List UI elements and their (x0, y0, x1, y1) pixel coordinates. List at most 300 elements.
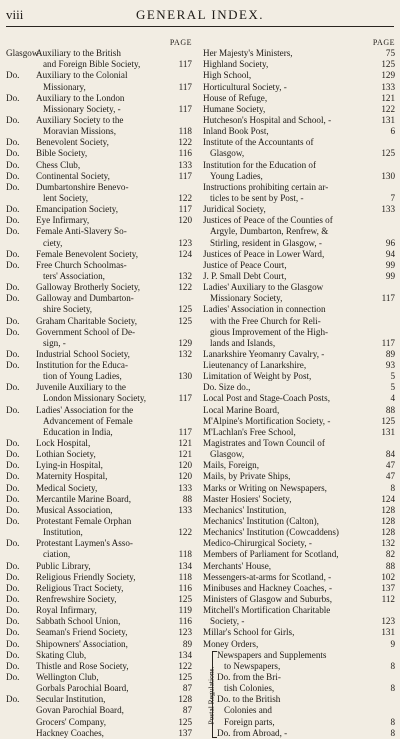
entry-title (36, 349, 170, 360)
entry-page-number: 8 (390, 727, 395, 738)
entry-page-number: 117 (178, 81, 192, 92)
entry-title-line: and Foreign Bible Society, (43, 59, 141, 70)
index-entry (203, 115, 395, 126)
entry-title-line: Newspapers and Supplements (217, 649, 327, 660)
index-entry (203, 416, 395, 427)
entry-title-line: Foreign parts, (224, 716, 275, 727)
entry-title-line: Minibuses and Hackney Coaches, - (203, 582, 332, 593)
entry-title (203, 627, 373, 638)
index-entry (6, 438, 192, 449)
index-entry (203, 382, 395, 393)
entry-title (217, 728, 373, 739)
entry-title-line: Chess Club, (36, 159, 81, 170)
entry-title (203, 48, 373, 59)
entry-title (36, 516, 170, 538)
index-entry (203, 93, 395, 104)
entry-page-number: 9 (390, 638, 395, 649)
entry-page-number: 89 (385, 348, 395, 359)
index-entry (6, 204, 192, 215)
entry-prefix: Do. (6, 672, 20, 682)
entry-title-line: Instructions prohibiting certain ar- (203, 181, 329, 192)
entry-title-line: Money Orders, (203, 638, 259, 649)
entry-prefix: Do. (6, 560, 20, 571)
entry-prefix: Do. (6, 404, 20, 415)
page-header (6, 6, 394, 27)
entry-title-line: Ministers of Glasgow and Suburbs, (203, 594, 333, 605)
entry-page-number: 123 (178, 627, 192, 638)
index-entry (203, 549, 395, 560)
index-entry (6, 650, 192, 661)
entry-prefix: Do. (6, 137, 20, 148)
index-entry (203, 438, 395, 460)
entry-prefix: Do. (6, 204, 20, 215)
entry-title-line: Mails, Foreign, (203, 460, 260, 471)
index-entry (203, 561, 395, 572)
entry-title-line: Humane Society, (203, 103, 266, 114)
index-entry (6, 460, 192, 471)
entry-title-line: Master Hosiers' Society, (203, 493, 292, 504)
index-entry (6, 327, 192, 349)
entry-title (203, 371, 373, 382)
index-entry (6, 148, 192, 159)
entry-page-number: 125 (381, 59, 395, 70)
entry-title-line: Skating Club, (36, 649, 87, 660)
entry-prefix: Glasgow (6, 48, 39, 59)
index-entry (6, 583, 192, 594)
entry-title-line: Society, - (210, 616, 245, 627)
index-entry (6, 226, 192, 248)
postal-regulations-group (203, 650, 395, 739)
entry-title (36, 293, 170, 315)
entry-prefix: Do. (6, 504, 20, 515)
index-entry (6, 728, 192, 739)
entry-title-line: Justices of Peace of the Counties of (203, 215, 333, 226)
entry-title-line: Institution for the Education of (203, 159, 317, 170)
right-page-heading: PAGE (372, 38, 395, 47)
entry-prefix: Do. (6, 226, 20, 237)
entry-prefix: Do. (6, 326, 20, 337)
entry-title-line: Institute of the Accountants of (203, 137, 314, 148)
entry-page-number: 4 (390, 393, 395, 404)
entry-prefix: Do. (6, 259, 20, 270)
entry-prefix: Do. (6, 360, 20, 371)
entry-title-line: Thistle and Rose Society, (36, 660, 129, 671)
entry-prefix: Do. (6, 627, 20, 638)
entry-prefix: Do. (6, 282, 20, 293)
index-entry (203, 48, 395, 59)
entry-title (36, 583, 170, 594)
entry-title-line: Institution for the Educa- (36, 360, 128, 371)
entry-title (203, 126, 373, 137)
postal-regulations-label: Postal Regulations. (206, 666, 216, 725)
page-title: GENERAL INDEX. (135, 7, 265, 22)
entry-page-number: 8 (390, 716, 395, 727)
entry-title-line: Mitchell's Mortification Charitable (203, 605, 331, 616)
entry-page-number: 128 (381, 527, 395, 538)
index-entry (203, 282, 395, 304)
entry-title-line: Merchants' House, (203, 560, 272, 571)
entry-title (36, 594, 170, 605)
entry-page-number: 132 (381, 538, 395, 549)
entry-prefix (6, 717, 36, 728)
entry-page-number: 122 (178, 192, 192, 203)
index-entry (203, 460, 395, 471)
entry-prefix: Do. (6, 516, 20, 527)
entry-title (36, 694, 170, 705)
entry-title-line: Musical Association, (36, 504, 113, 515)
entry-title-line: M'Lachlan's Free School, (203, 426, 296, 437)
index-entry (6, 661, 192, 672)
postal-regulations-brace (203, 650, 217, 739)
entry-title-line: Medical Society, (36, 482, 98, 493)
entry-page-number: 121 (178, 449, 192, 460)
entry-title-line: Missionary Society, - (43, 103, 121, 114)
index-entry (203, 215, 395, 248)
entry-title-line: Graham Charitable Society, (36, 315, 138, 326)
entry-prefix: Do. (6, 460, 20, 471)
entry-page-number: 129 (381, 70, 395, 81)
entry-title-line: Auxiliary to the Colonial (36, 70, 128, 81)
index-entry (6, 694, 192, 705)
entry-title-line: Religious Friendly Society, (36, 571, 136, 582)
index-entry (6, 572, 192, 583)
entry-page-number: 84 (385, 449, 395, 460)
index-entry (6, 249, 192, 260)
entry-page-number: 123 (178, 237, 192, 248)
entry-title-line: Protestant Laymen's Asso- (36, 538, 133, 549)
entry-title-line: Lothian Society, (36, 449, 96, 460)
entry-page-number: 132 (178, 270, 192, 281)
entry-title-line: lands and Islands, (210, 337, 276, 348)
entry-title (36, 182, 170, 204)
entry-prefix: Do. (6, 449, 20, 460)
entry-prefix (6, 705, 36, 716)
entry-page-number: 122 (178, 660, 192, 671)
entry-page-number: 5 (390, 371, 395, 382)
entry-title-line: Lock Hospital, (36, 438, 91, 449)
entry-title-line: Hutcheson's Hospital and School, - (203, 114, 332, 125)
index-entry (6, 293, 192, 315)
entry-title (36, 449, 170, 460)
entry-title-line: Local Post and Stage-Coach Posts, (203, 393, 330, 404)
entry-page-number: 118 (178, 549, 192, 560)
entry-title-line: Do. Size do., (203, 382, 251, 393)
index-entry (6, 705, 192, 716)
entry-title (203, 215, 373, 248)
entry-prefix: Do. (6, 493, 20, 504)
entry-page-number: 137 (381, 582, 395, 593)
entry-title-line: Bible Society, (36, 148, 88, 159)
entry-prefix: Do. (6, 482, 20, 493)
entry-title-line: Ladies' Auxiliary to the Glasgow (203, 282, 324, 293)
entry-title (36, 215, 170, 226)
entry-page-number: 102 (381, 571, 395, 582)
entry-page-number: 117 (178, 426, 192, 437)
entry-page-number: 117 (381, 293, 395, 304)
entry-title (36, 483, 170, 494)
entry-prefix: Do. (6, 438, 20, 449)
index-entry (203, 605, 395, 627)
entry-page-number: 137 (178, 727, 192, 738)
entry-title-line: Religious Tract Society, (36, 582, 124, 593)
entry-title-line: High School, (203, 70, 252, 81)
entry-title (203, 93, 373, 104)
entry-page-number: 117 (178, 59, 192, 70)
entry-title-line: ticles to be sent by Post, - (210, 192, 304, 203)
entry-prefix: Do. (6, 616, 20, 627)
entry-title (36, 115, 170, 137)
entry-title-line: Missionary, (43, 81, 86, 92)
entry-title-line: Lieutenancy of Lanarkshire, (203, 360, 307, 371)
entry-page-number: 122 (381, 103, 395, 114)
entry-title-line: gious Improvement of the High- (210, 326, 329, 337)
entry-title-line: Millar's School for Girls, (203, 627, 295, 638)
entry-title (36, 260, 170, 282)
entry-page-number: 124 (178, 248, 192, 259)
entry-title (36, 683, 170, 694)
entry-title (217, 672, 373, 694)
entry-page-number: 5 (390, 382, 395, 393)
entry-title (203, 59, 373, 70)
entry-page-number: 82 (385, 549, 395, 560)
entry-page-number: 75 (385, 48, 395, 59)
entry-prefix: Do. (6, 70, 20, 81)
entry-page-number: 123 (381, 616, 395, 627)
entry-page-number: 125 (178, 304, 192, 315)
entry-title-line: Young Ladies, (210, 170, 263, 181)
entry-title (203, 427, 373, 438)
entry-title-line: Glasgow, (210, 148, 245, 159)
entry-title-line: Maternity Hospital, (36, 471, 108, 482)
entry-prefix: Do. (6, 649, 20, 660)
entry-title (203, 561, 373, 572)
entry-title-line: Gorbals Parochial Board, (36, 683, 129, 694)
entry-title (203, 471, 373, 482)
entry-title (203, 104, 373, 115)
entry-page-number: 96 (385, 237, 395, 248)
entry-title-line: Dumbartonshire Benevo- (36, 181, 129, 192)
entry-title (36, 616, 170, 627)
entry-title (36, 327, 170, 349)
entry-page-number: 133 (178, 159, 192, 170)
index-entry (6, 70, 192, 92)
entry-title-line: Advancement of Female (43, 415, 133, 426)
index-entry (6, 48, 192, 70)
index-entry (203, 505, 395, 516)
entry-title-line: J. P. Small Debt Court, (203, 270, 287, 281)
postal-entry-list (217, 650, 395, 739)
index-entry (203, 271, 395, 282)
entry-title (36, 728, 170, 739)
entry-title-line: Medico-Chirurgical Society, - (203, 538, 312, 549)
entry-page-number: 125 (381, 415, 395, 426)
entry-title-line: Auxiliary to the London (36, 92, 125, 103)
index-entry (6, 160, 192, 171)
entry-page-number: 125 (178, 672, 192, 682)
entry-title (203, 605, 373, 627)
entry-title-line: Glasgow, (210, 449, 245, 460)
entry-title (203, 204, 373, 215)
entry-prefix: Do. (6, 181, 20, 192)
entry-title-line: Public Library, (36, 560, 91, 571)
entry-title-line: Mails, by Private Ships, (203, 471, 291, 482)
entry-page-number: 7 (390, 192, 395, 203)
index-entry (6, 215, 192, 226)
entry-page-number: 117 (178, 393, 192, 404)
entry-title-line: ciety, (43, 237, 63, 248)
entry-title (36, 249, 170, 260)
index-entry (217, 672, 395, 694)
index-entry (203, 249, 395, 260)
entry-page-number: 120 (178, 471, 192, 482)
entry-title-line: Benevolent Society, (36, 137, 109, 148)
index-entry (6, 316, 192, 327)
entry-page-number: 122 (178, 137, 192, 148)
entry-page-number: 131 (381, 426, 395, 437)
entry-page-number: 8 (390, 683, 395, 694)
entry-title (203, 505, 373, 516)
entry-title-line: Female Anti-Slavery So- (36, 226, 127, 237)
index-entry (6, 260, 192, 282)
entry-prefix: Do. (6, 348, 20, 359)
entry-title (203, 639, 373, 650)
entry-title (203, 516, 373, 527)
entry-title-line: Wellington Club, (36, 672, 99, 682)
entry-prefix: Do. (6, 293, 20, 304)
entry-page-number: 99 (385, 259, 395, 270)
entry-title (36, 316, 170, 327)
entry-title-line: Justice of Peace Court, (203, 259, 287, 270)
entry-title-line: Local Marine Board, (203, 404, 280, 415)
entry-page-number: 124 (381, 493, 395, 504)
left-column (6, 37, 192, 739)
entry-title-line: Do. from Abroad, - (217, 727, 288, 738)
entry-title (203, 304, 373, 349)
entry-title (36, 204, 170, 215)
entry-title-line: Auxiliary to the British (36, 48, 121, 59)
entry-title (203, 583, 373, 594)
index-entry (6, 717, 192, 728)
entry-title (203, 249, 373, 260)
entry-title (203, 160, 373, 182)
entry-title-line: Horticultural Society, - (203, 81, 287, 92)
entry-page-number: 129 (178, 337, 192, 348)
entry-prefix: Do. (6, 594, 20, 605)
left-entry-list (6, 48, 192, 739)
entry-page-number: 122 (178, 282, 192, 293)
entry-page-number: 131 (381, 114, 395, 125)
entry-title (36, 505, 170, 516)
index-entry (6, 672, 192, 683)
index-entry (6, 639, 192, 650)
index-entry (6, 616, 192, 627)
index-entry (203, 70, 395, 81)
entry-title-line: to Newspapers, (224, 660, 281, 671)
entry-prefix: Do. (6, 92, 20, 103)
entry-prefix: Do. (6, 538, 20, 549)
entry-title-line: Do. from the Bri- (217, 672, 281, 682)
entry-title-line: Female Benevolent Society, (36, 248, 139, 259)
entry-title (36, 650, 170, 661)
entry-page-number: 117 (178, 103, 192, 114)
entry-title (203, 260, 373, 271)
index-entry (6, 282, 192, 293)
page-number: viii (6, 7, 24, 22)
entry-title (36, 494, 170, 505)
entry-title-line: Do. to the British (217, 694, 281, 705)
entry-title-line: Justices of Peace in Lower Ward, (203, 248, 325, 259)
entry-title-line: Members of Parliament for Scotland, (203, 549, 339, 560)
index-entry (6, 683, 192, 694)
entry-page-number: 134 (178, 649, 192, 660)
entry-prefix: Do. (6, 660, 20, 671)
entry-title (203, 405, 373, 416)
entry-page-number: 117 (381, 337, 395, 348)
entry-title-line: Auxiliary Society to the (36, 114, 124, 125)
index-entry (203, 516, 395, 527)
index-entry (203, 304, 395, 349)
index-entry (203, 126, 395, 137)
entry-title-line: Marks or Writing on Newspapers, (203, 482, 327, 493)
entry-prefix: Do. (6, 571, 20, 582)
entry-prefix: Do. (6, 114, 20, 125)
entry-prefix: Do. (6, 315, 20, 326)
entry-title (203, 137, 373, 159)
entry-title (36, 93, 170, 115)
entry-page-number: 125 (178, 716, 192, 727)
index-entry (6, 93, 192, 115)
index-entry (6, 561, 192, 572)
index-entry (203, 349, 395, 360)
entry-title (36, 48, 170, 70)
entry-page-number: 122 (178, 527, 192, 538)
entry-title-line: tish Colonies, (224, 683, 275, 694)
entry-prefix: Do. (6, 159, 20, 170)
entry-page-number: 8 (390, 660, 395, 671)
index-entry (217, 728, 395, 739)
entry-page-number: 119 (178, 605, 192, 616)
entry-page-number: 99 (385, 270, 395, 281)
entry-title-line: Magistrates and Town Council of (203, 438, 325, 449)
entry-title (203, 349, 373, 360)
index-entry (203, 393, 395, 404)
entry-title (203, 70, 373, 81)
entry-page-number: 121 (178, 438, 192, 449)
entry-title-line: lent Society, (43, 192, 89, 203)
entry-title (203, 494, 373, 505)
entry-page-number: 8 (390, 482, 395, 493)
entry-title-line: Eye Infirmary, (36, 215, 90, 226)
index-entry (203, 360, 395, 371)
entry-page-number: 118 (178, 571, 192, 582)
entry-page-number: 133 (381, 204, 395, 215)
entry-title (203, 182, 373, 204)
index-entry (6, 627, 192, 638)
entry-page-number: 87 (182, 705, 192, 716)
entry-title (203, 549, 373, 560)
entry-title-line: Mechanics' Institution (Calton), (203, 516, 319, 527)
entry-title (203, 527, 373, 538)
index-entry (6, 505, 192, 516)
entry-prefix: Do. (6, 170, 20, 181)
index-entry (6, 471, 192, 482)
entry-page-number: 93 (385, 360, 395, 371)
entry-title-line: Mechanics' Institution (Cowcaddens) (203, 527, 339, 538)
entry-title-line: Messengers-at-arms for Scotland, - (203, 571, 332, 582)
index-entry (6, 494, 192, 505)
entry-page-number: 120 (178, 460, 192, 471)
entry-prefix: Do. (6, 248, 20, 259)
